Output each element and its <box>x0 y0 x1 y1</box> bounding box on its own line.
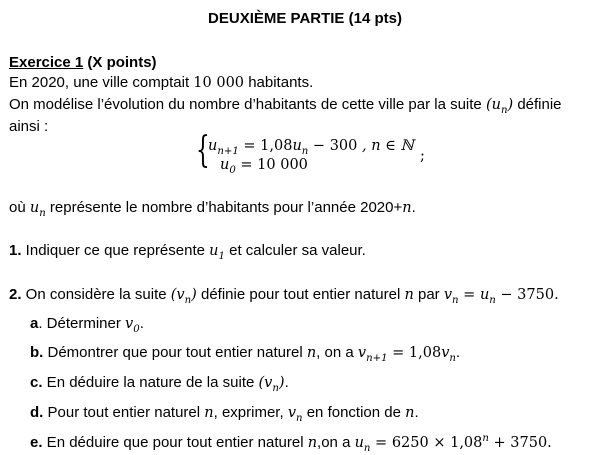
system-row-1: $u_{n+1} = 1,08u_n - 300$ , n ∈ ℕ <box>208 138 414 157</box>
question-2d: d. Pour tout entier naturel n, exprimer, $v_n$ en fonction de n. <box>30 404 419 424</box>
exercise-title-label: Exercice 1 <box>9 54 84 71</box>
intro-line-1 <box>9 74 313 92</box>
intro-1-after: habitants. <box>244 74 314 91</box>
system-row-2: $u_0 = 10$ 000 <box>220 157 308 176</box>
question-2c: c. En déduire la nature de la suite $(v_n)$. <box>30 374 289 394</box>
question-1: 1. Indiquer ce que représente $u_1$ et calculer sa valeur. <box>9 242 366 262</box>
question-2b: b. Démontrer que pour tout entier naturel n, on a $v_{n+1} = 1,08v_n$. <box>30 344 461 364</box>
exercise-title <box>9 54 157 72</box>
question-2: 2. On considère la suite $(v_n)$ définie pour tout entier naturel n par $v_n = u_n - 3750$. <box>9 286 559 306</box>
intro-2-after: définie <box>513 96 562 113</box>
intro-line-2 <box>9 96 562 114</box>
question-2a: a. Déterminer $v_0$. <box>30 315 144 335</box>
intro-2-sequence: $(u_n)$ <box>485 97 514 116</box>
intro-1-value: 10 000 <box>193 75 245 91</box>
left-brace-icon: { <box>196 130 210 171</box>
intro-line-3: ainsi : <box>9 118 49 135</box>
recurrence-system <box>196 130 436 176</box>
system-semicolon: ; <box>420 148 425 164</box>
intro-1-before: En 2020, une ville comptait <box>9 74 194 91</box>
definition-line: où $u_n$ représente le nombre d’habitants pour l’année 2020+n. <box>9 199 416 219</box>
question-2e: e. En déduire que pour tout entier naturel n,on a $u_n = 6250 \times 1,08^n + 3750$. <box>30 433 552 454</box>
intro-2-before: On modélise l’évolution du nombre d’habitants de cette ville par la suite <box>9 96 486 113</box>
page-title: DEUXIÈME PARTIE (14 pts) <box>208 10 402 27</box>
exercise-title-points: (X points) <box>83 54 157 71</box>
